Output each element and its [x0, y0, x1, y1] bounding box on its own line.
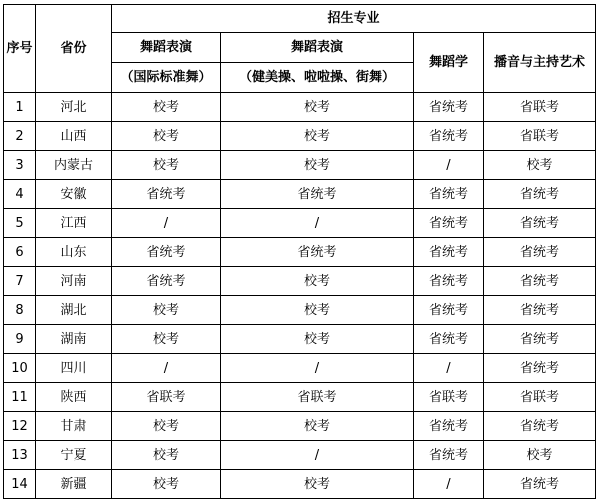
row-index-cell: 12 [4, 412, 36, 441]
dance-ballroom-cell: 省统考 [112, 238, 221, 267]
table-row [4, 93, 596, 122]
dance-ballroom-cell: 校考 [112, 412, 221, 441]
major-header-broadcasting: 播音与主持艺术 [484, 33, 596, 93]
row-index-cell: 9 [4, 325, 36, 354]
dance-aerobics-cell: / [221, 209, 414, 238]
row-index-cell: 7 [4, 267, 36, 296]
table-body [4, 93, 596, 499]
major-subheader-aerobics: （健美操、啦啦操、街舞） [221, 63, 414, 93]
dance-studies-cell: 省统考 [414, 209, 484, 238]
dance-ballroom-cell: 校考 [112, 441, 221, 470]
dance-aerobics-cell: / [221, 354, 414, 383]
broadcasting-cell: 校考 [484, 151, 596, 180]
broadcasting-cell: 省统考 [484, 267, 596, 296]
dance-studies-cell: 省统考 [414, 93, 484, 122]
province-cell: 江西 [36, 209, 112, 238]
index-header: 序号 [4, 5, 36, 93]
broadcasting-cell: 省统考 [484, 209, 596, 238]
dance-ballroom-cell: 省联考 [112, 383, 221, 412]
broadcasting-cell: 省联考 [484, 93, 596, 122]
dance-studies-cell: 省统考 [414, 267, 484, 296]
table-row [4, 296, 596, 325]
table-row [4, 238, 596, 267]
table-row [4, 470, 596, 499]
row-index-cell: 5 [4, 209, 36, 238]
major-header-dance-studies: 舞蹈学 [414, 33, 484, 93]
row-index-cell: 4 [4, 180, 36, 209]
table-row [4, 267, 596, 296]
province-header: 省份 [36, 5, 112, 93]
dance-aerobics-cell: / [221, 441, 414, 470]
broadcasting-cell: 省统考 [484, 354, 596, 383]
table-row [4, 354, 596, 383]
dance-studies-cell: 省统考 [414, 180, 484, 209]
dance-aerobics-cell: 校考 [221, 122, 414, 151]
broadcasting-cell: 省统考 [484, 412, 596, 441]
majors-group-header: 招生专业 [112, 5, 596, 33]
major-subheader-ballroom: （国际标准舞） [112, 63, 221, 93]
dance-ballroom-cell: 校考 [112, 151, 221, 180]
table-row [4, 180, 596, 209]
major-header-dance-ballroom: 舞蹈表演 [112, 33, 221, 63]
province-cell: 甘肃 [36, 412, 112, 441]
dance-aerobics-cell: 省联考 [221, 383, 414, 412]
province-cell: 宁夏 [36, 441, 112, 470]
row-index-cell: 2 [4, 122, 36, 151]
dance-aerobics-cell: 校考 [221, 470, 414, 499]
table-row [4, 209, 596, 238]
header-row [4, 5, 596, 33]
dance-aerobics-cell: 校考 [221, 296, 414, 325]
row-index-cell: 3 [4, 151, 36, 180]
province-cell: 山西 [36, 122, 112, 151]
row-index-cell: 10 [4, 354, 36, 383]
dance-aerobics-cell: 校考 [221, 412, 414, 441]
table-row [4, 122, 596, 151]
dance-studies-cell: 省联考 [414, 383, 484, 412]
dance-aerobics-cell: 省统考 [221, 180, 414, 209]
province-cell: 内蒙古 [36, 151, 112, 180]
dance-ballroom-cell: 校考 [112, 296, 221, 325]
dance-ballroom-cell: 校考 [112, 93, 221, 122]
dance-studies-cell: 省统考 [414, 238, 484, 267]
broadcasting-cell: 省统考 [484, 325, 596, 354]
table-row [4, 383, 596, 412]
province-cell: 湖北 [36, 296, 112, 325]
dance-ballroom-cell: 校考 [112, 122, 221, 151]
row-index-cell: 1 [4, 93, 36, 122]
dance-studies-cell: / [414, 354, 484, 383]
province-cell: 河南 [36, 267, 112, 296]
broadcasting-cell: 省联考 [484, 122, 596, 151]
province-cell: 安徽 [36, 180, 112, 209]
dance-studies-cell: / [414, 151, 484, 180]
row-index-cell: 11 [4, 383, 36, 412]
broadcasting-cell: 省联考 [484, 383, 596, 412]
province-cell: 陕西 [36, 383, 112, 412]
dance-ballroom-cell: / [112, 209, 221, 238]
row-index-cell: 13 [4, 441, 36, 470]
dance-studies-cell: 省统考 [414, 296, 484, 325]
row-index-cell: 8 [4, 296, 36, 325]
dance-studies-cell: 省统考 [414, 122, 484, 151]
table-row [4, 151, 596, 180]
dance-ballroom-cell: / [112, 354, 221, 383]
dance-aerobics-cell: 校考 [221, 267, 414, 296]
dance-studies-cell: 省统考 [414, 412, 484, 441]
province-cell: 四川 [36, 354, 112, 383]
broadcasting-cell: 省统考 [484, 180, 596, 209]
dance-ballroom-cell: 省统考 [112, 180, 221, 209]
broadcasting-cell: 校考 [484, 441, 596, 470]
dance-ballroom-cell: 校考 [112, 325, 221, 354]
table-row [4, 412, 596, 441]
dance-aerobics-cell: 校考 [221, 151, 414, 180]
province-cell: 湖南 [36, 325, 112, 354]
row-index-cell: 6 [4, 238, 36, 267]
dance-aerobics-cell: 校考 [221, 325, 414, 354]
broadcasting-cell: 省统考 [484, 296, 596, 325]
dance-ballroom-cell: 省统考 [112, 267, 221, 296]
dance-studies-cell: / [414, 470, 484, 499]
broadcasting-cell: 省统考 [484, 238, 596, 267]
row-index-cell: 14 [4, 470, 36, 499]
admissions-table [3, 4, 596, 499]
broadcasting-cell: 省统考 [484, 470, 596, 499]
province-cell: 新疆 [36, 470, 112, 499]
dance-aerobics-cell: 校考 [221, 93, 414, 122]
province-cell: 山东 [36, 238, 112, 267]
major-header-dance-aerobics: 舞蹈表演 [221, 33, 414, 63]
dance-aerobics-cell: 省统考 [221, 238, 414, 267]
table-row [4, 441, 596, 470]
table-row [4, 325, 596, 354]
dance-studies-cell: 省统考 [414, 441, 484, 470]
dance-ballroom-cell: 校考 [112, 470, 221, 499]
dance-studies-cell: 省统考 [414, 325, 484, 354]
province-cell: 河北 [36, 93, 112, 122]
